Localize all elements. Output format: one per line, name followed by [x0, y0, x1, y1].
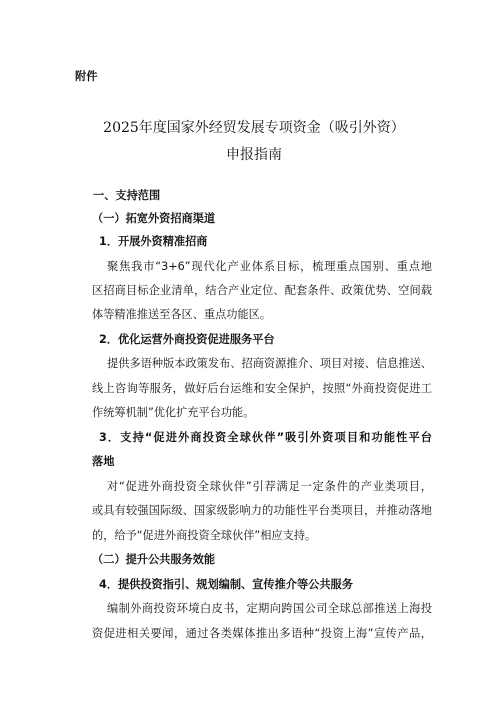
subsection-heading-2: （二）提升公共服务效能	[92, 553, 216, 566]
paragraph-line: 对“促进外商投资全球伙伴”引荐满足一定条件的产业类项目，	[107, 480, 432, 493]
item-3-heading-continued: 落地	[92, 455, 115, 468]
item-2-heading: 2．优化运营外商投资促进服务平台	[99, 333, 275, 346]
document-subtitle: 申报指南	[226, 147, 282, 163]
paragraph-line: 的，给予“促进外商投资全球伙伴”相应支持。	[92, 529, 317, 542]
document-title: 2025年度国家外经贸发展专项资金（吸引外资）	[103, 120, 405, 136]
item-3-heading: 3．支持“促进外商投资全球伙伴”吸引外资项目和功能性平台	[99, 431, 432, 444]
paragraph-line: 资促进相关要闻，通过各类媒体推出多语种“投资上海”宣传产品，	[92, 627, 432, 640]
paragraph-line: 聚焦我市“3+6”现代化产业体系目标，梳理重点国别、重点地	[107, 260, 432, 273]
item-1-heading: 1．开展外资精准招商	[99, 235, 208, 248]
paragraph-line: 作统筹机制”优化扩充平台功能。	[92, 406, 255, 419]
paragraph-line: 或具有较强国际级、国家级影响力的功能性平台类项目，并推动落地	[92, 504, 432, 517]
paragraph-line: 提供多语种版本政策发布、招商资源推介、项目对接、信息推送、	[107, 357, 432, 370]
attachment-label: 附件	[75, 70, 98, 83]
item-4-heading: 4．提供投资指引、规划编制、宣传推介等公共服务	[99, 578, 353, 591]
paragraph-line: 线上咨询等服务，做好后台运维和安全保护，按照“外商投资促进工	[92, 382, 432, 395]
subsection-heading-1: （一）拓宽外资招商渠道	[92, 212, 216, 225]
paragraph-line: 编制外商投资环境白皮书，定期向跨国公司全球总部推送上海投	[107, 602, 432, 615]
paragraph-line: 区招商目标企业清单，结合产业定位、配套条件、政策优势、空间载	[92, 284, 432, 297]
section-heading-support-scope: 一、支持范围	[93, 189, 161, 202]
paragraph-line: 体等精准推送至各区、重点功能区。	[92, 308, 272, 321]
